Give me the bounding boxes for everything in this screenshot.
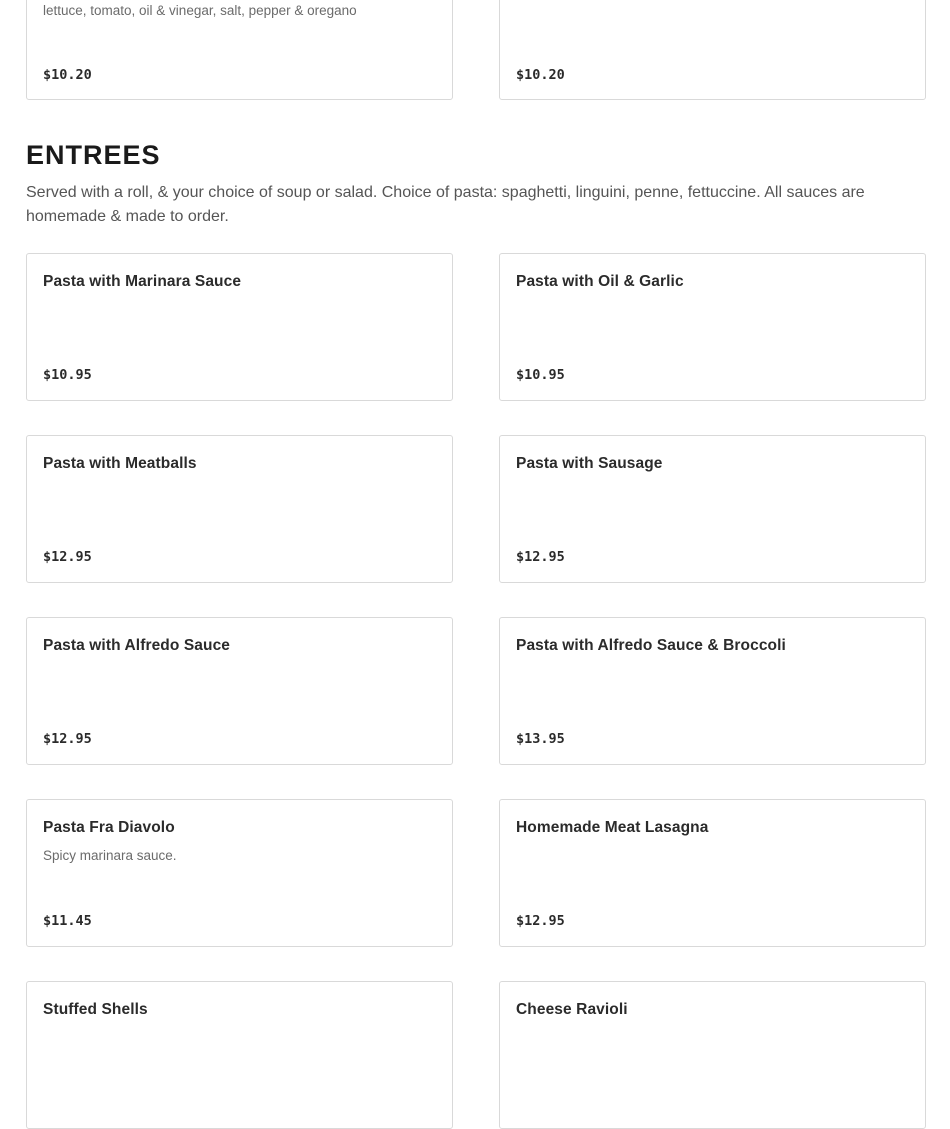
menu-item-price: $12.95 — [43, 549, 92, 565]
section-title: ENTREES — [26, 140, 161, 170]
menu-item-card[interactable] — [499, 799, 926, 947]
menu-item-card[interactable] — [499, 435, 926, 583]
menu-item-card[interactable] — [26, 617, 453, 765]
menu-item-name: Pasta with Alfredo Sauce — [43, 637, 231, 654]
menu-item-card[interactable] — [26, 253, 453, 401]
menu-item-card[interactable] — [499, 253, 926, 401]
menu-item-name: Pasta with Oil & Garlic — [516, 273, 684, 290]
menu-item-card[interactable] — [499, 0, 926, 100]
menu-item-card[interactable] — [26, 0, 453, 100]
menu-item-card[interactable] — [26, 981, 453, 1129]
menu-item-price: $10.95 — [43, 367, 92, 383]
menu-item-card[interactable] — [26, 435, 453, 583]
menu-item-card[interactable] — [26, 799, 453, 947]
menu-item-description: Spicy marinara sauce. — [43, 848, 177, 863]
menu-item-name: Pasta with Sausage — [516, 455, 663, 472]
menu-item-price: $10.95 — [516, 367, 565, 383]
menu-item-price: $12.95 — [516, 549, 565, 565]
menu-item-price: $11.45 — [43, 913, 92, 929]
menu-item-price: $12.95 — [43, 731, 92, 747]
menu-item-name: Pasta with Meatballs — [43, 455, 197, 472]
menu-item-name: Pasta with Alfredo Sauce & Broccoli — [516, 637, 786, 654]
menu-item-name: Stuffed Shells — [43, 1001, 148, 1018]
menu-item-price: $10.20 — [516, 67, 565, 83]
menu-item-price: $10.20 — [43, 67, 92, 83]
menu-item-name: Pasta with Marinara Sauce — [43, 273, 242, 290]
menu-item-card[interactable] — [499, 617, 926, 765]
menu-item-price: $12.95 — [516, 913, 565, 929]
menu-item-name: Homemade Meat Lasagna — [516, 819, 709, 836]
menu-item-name: Cheese Ravioli — [516, 1001, 628, 1018]
menu-item-name: Pasta Fra Diavolo — [43, 819, 175, 836]
menu-item-card[interactable] — [499, 981, 926, 1129]
section-description: Served with a roll, & your choice of soup or salad. Choice of pasta: spaghetti, linguini, penne, fettuccine. All sauces are homemade & made to order. — [26, 184, 865, 225]
menu-item-description: lettuce, tomato, oil & vinegar, salt, pepper & oregano — [43, 3, 357, 18]
menu-item-price: $13.95 — [516, 731, 565, 747]
